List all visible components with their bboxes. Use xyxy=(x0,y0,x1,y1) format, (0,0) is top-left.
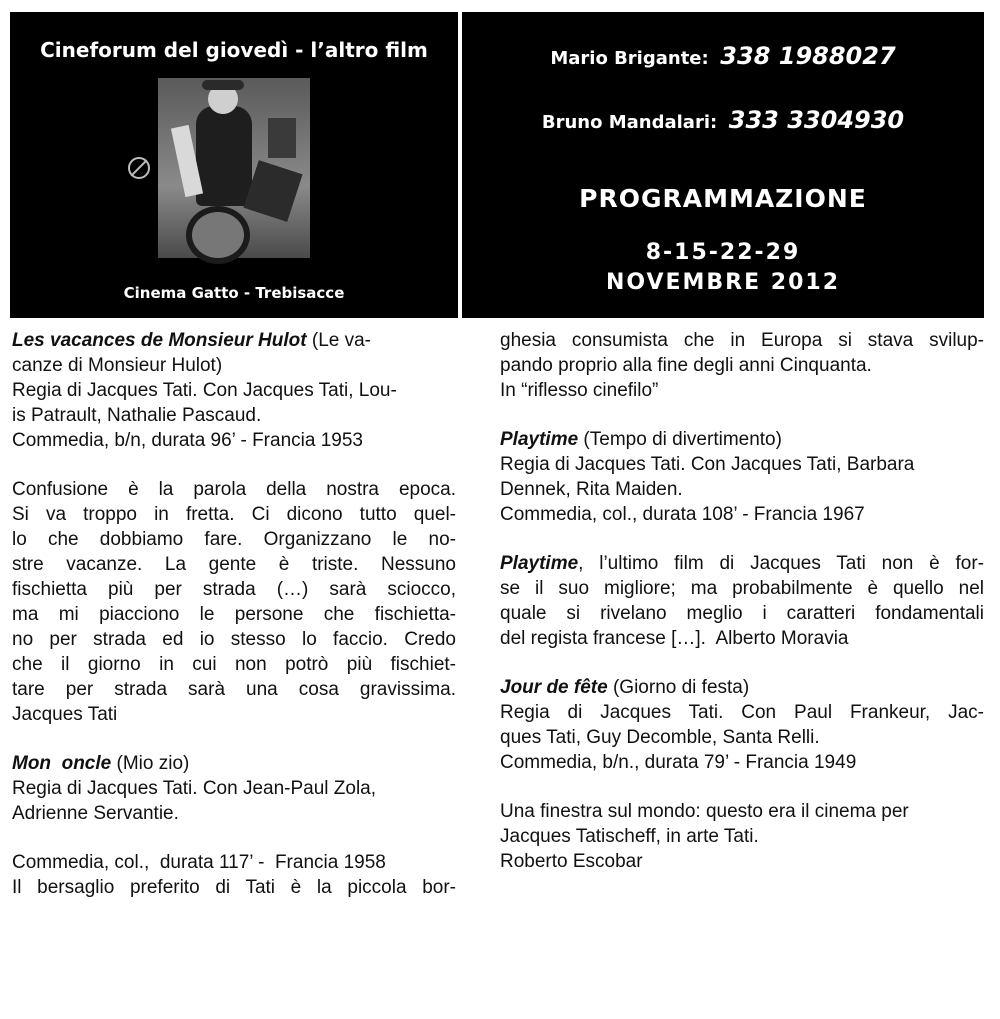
contact-name: Bruno Mandalari: xyxy=(541,112,718,133)
quote-line xyxy=(500,551,984,576)
programme-banner xyxy=(462,12,984,318)
quote-text: , l’ultimo film di Jacques Tati non è for- xyxy=(578,553,984,574)
quote-author: Jacques Tati xyxy=(12,704,118,725)
film-title: Jour de fête xyxy=(500,677,608,698)
contact-phone: 338 1988027 xyxy=(720,42,896,70)
review-source: In “riflesso cinefilo” xyxy=(500,380,659,401)
quote-line: no per strada ed io stesso lo faccio. Credo xyxy=(12,629,456,650)
film-line: canze di Monsieur Hulot) xyxy=(12,355,223,376)
film-title: Mon oncle xyxy=(12,753,112,774)
quote-line: lo che dobbiamo fare. Organizzano le no- xyxy=(12,529,456,550)
quote-line: che il giorno in cui non potrò più fischiet- xyxy=(12,654,456,675)
film-credits: Regia di Jacques Tati. Con Paul Frankeur, Jac- xyxy=(500,702,984,723)
film-info: Commedia, col., durata 117’ - Francia 1958 xyxy=(12,852,386,873)
quote-line: quale si rivelano meglio i caratteri fondamentali xyxy=(500,603,984,624)
quote-line: stre vacanze. La gente è triste. Nessuno xyxy=(12,554,456,575)
cineforum-banner xyxy=(10,12,458,318)
film-info: Commedia, b/n., durata 79’ - Francia 1949 xyxy=(500,752,857,773)
film-title-line xyxy=(12,328,456,353)
quote-line: Jacques Tatischeff, in arte Tati. xyxy=(500,826,759,847)
film-credits: Dennek, Rita Maiden. xyxy=(500,479,683,500)
quote-line: ma mi piacciono le persone che fischietta- xyxy=(12,604,456,625)
film-credits: is Patrault, Nathalie Pascaud. xyxy=(12,405,262,426)
left-column xyxy=(12,328,456,900)
film-still-photo xyxy=(158,78,310,258)
contact-mario xyxy=(462,42,984,70)
film-credits: Adrienne Servantie. xyxy=(12,803,179,824)
film-credits: Regia di Jacques Tati. Con Jean-Paul Zola, xyxy=(12,778,377,799)
review-line: ghesia consumista che in Europa si stava svilup- xyxy=(500,330,984,351)
contact-name: Mario Brigante: xyxy=(550,48,709,69)
quote-line: del regista francese […]. Alberto Moravia xyxy=(500,628,849,649)
film-title: Les vacances de Monsieur Hulot xyxy=(12,330,307,351)
contact-phone: 333 3304930 xyxy=(728,106,905,134)
right-column xyxy=(500,328,984,874)
quote-line: tare per strada sarà una cosa gravissima. xyxy=(12,679,456,700)
film-credits: Regia di Jacques Tati. Con Jacques Tati, Barbara xyxy=(500,454,915,475)
programme-month: NOVEMBRE 2012 xyxy=(605,270,841,295)
quote-line: Si va troppo in fretta. Ci dicono tutto quel- xyxy=(12,504,456,525)
film-title-italian: (Le va- xyxy=(306,330,372,351)
film-title-line xyxy=(500,675,984,700)
film-title-italian: (Tempo di divertimento) xyxy=(578,429,782,450)
film-credits: ques Tati, Guy Decomble, Santa Relli. xyxy=(500,727,820,748)
programme-heading: PROGRAMMAZIONE xyxy=(579,184,867,213)
film-title-line xyxy=(500,427,984,452)
quote-film-name: Playtime xyxy=(500,553,579,574)
cinema-venue: Cinema Gatto - Trebisacce xyxy=(123,284,345,302)
film-info: Commedia, b/n, durata 96’ - Francia 1953 xyxy=(12,430,363,451)
contact-bruno xyxy=(462,106,984,134)
quote-line: fischietta più per strada (…) sarà sciocco, xyxy=(12,579,456,600)
film-title-italian: (Giorno di festa) xyxy=(607,677,750,698)
review-line: pando proprio alla fine degli anni Cinquanta. xyxy=(500,355,872,376)
cineforum-title: Cineforum del giovedì - l’altro film xyxy=(40,38,428,62)
film-credits: Regia di Jacques Tati. Con Jacques Tati, Lou- xyxy=(12,380,397,401)
film-title-italian: (Mio zio) xyxy=(111,753,190,774)
quote-line: se il suo migliore; ma probabilmente è quello nel xyxy=(500,578,984,599)
reel-icon xyxy=(128,157,150,179)
review-line: Il bersaglio preferito di Tati è la piccola bor- xyxy=(12,877,456,898)
film-title: Playtime xyxy=(500,429,579,450)
film-info: Commedia, col., durata 108’ - Francia 1967 xyxy=(500,504,865,525)
quote-line: Una finestra sul mondo: questo era il cinema per xyxy=(500,801,909,822)
quote-line: Confusione è la parola della nostra epoca. xyxy=(12,479,456,500)
programme-dates: 8-15-22-29 xyxy=(645,240,801,265)
film-title-line xyxy=(12,751,456,776)
quote-author: Roberto Escobar xyxy=(500,851,643,872)
